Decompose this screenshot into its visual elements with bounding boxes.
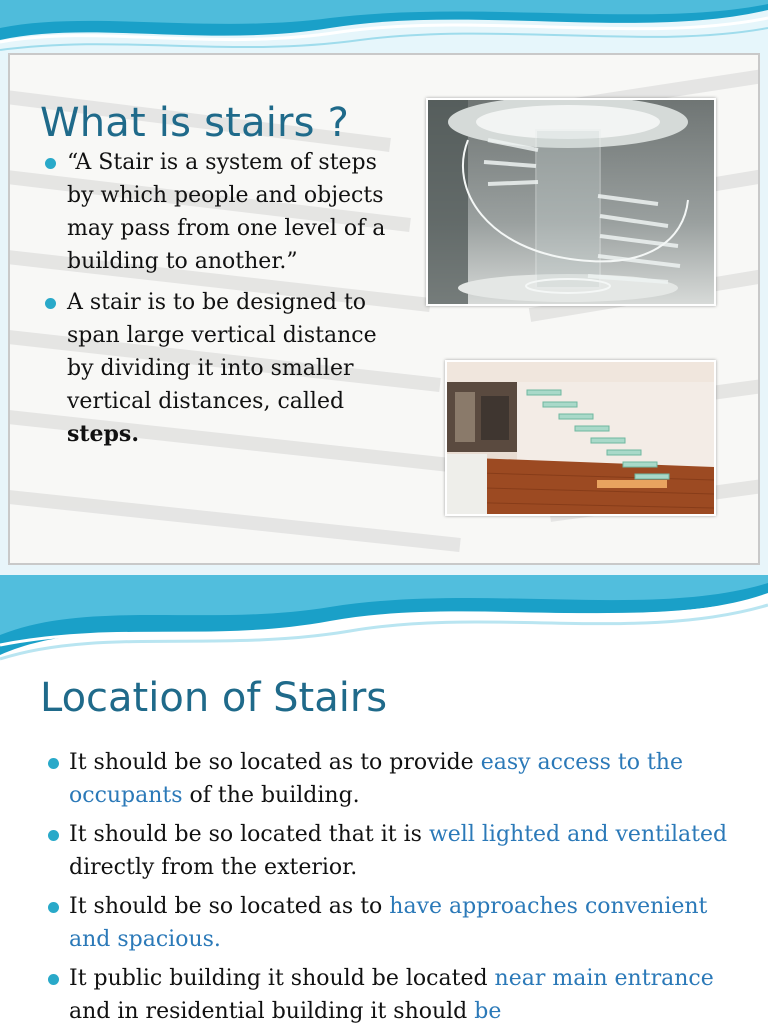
slide-title: Location of Stairs [40, 675, 388, 721]
bullet-dot-icon [45, 298, 56, 309]
bullet-dot-icon [45, 158, 56, 169]
bullet-item [44, 146, 404, 278]
bullet-text: It should be so located as to provide [69, 750, 481, 775]
highlighted-phrase: well lighted and ventilated [428, 822, 728, 847]
bullet-item [48, 818, 738, 884]
definition-bullet-list [44, 146, 404, 459]
bullet-dot-icon [48, 902, 59, 913]
floating-glass-staircase-photo [445, 360, 716, 516]
bullet-text: “A Stair is a system of steps by which people and objects may pass from one level of a building to another.” [67, 150, 386, 274]
bullet-text: It should be so located as to [69, 894, 390, 919]
slide-location-of-stairs [0, 575, 768, 1024]
highlighted-phrase: be [474, 999, 502, 1024]
highlighted-phrase: easy access to the occupants [69, 750, 683, 808]
bullet-item [48, 962, 738, 1024]
bullet-text: and in residential building it should [69, 999, 475, 1024]
bullet-dot-icon [48, 830, 59, 841]
bullet-bold-term: steps. [67, 421, 139, 447]
highlighted-phrase: near main entrance [494, 966, 714, 991]
bullet-dot-icon [48, 974, 59, 985]
bullet-text: A stair is to be designed to span large vertical distance by dividing it into smaller vertical distances, called [67, 290, 377, 414]
bullet-text: It public building it should be located [69, 966, 495, 991]
location-bullet-list [48, 746, 738, 1024]
bullet-item [48, 746, 738, 812]
bullet-item [48, 890, 738, 956]
bullet-text: of the building. [182, 783, 360, 808]
slide-title: What is stairs ? [40, 100, 350, 146]
bullet-dot-icon [48, 758, 59, 769]
wave-header-decoration [0, 575, 768, 665]
bullet-text: directly from the exterior. [69, 855, 358, 880]
spiral-glass-staircase-photo [426, 98, 716, 306]
highlighted-phrase: have approaches convenient and spacious. [69, 894, 708, 952]
wave-header-decoration [0, 0, 768, 60]
bullet-text: It should be so located that it is [69, 822, 429, 847]
bullet-item [44, 286, 404, 451]
